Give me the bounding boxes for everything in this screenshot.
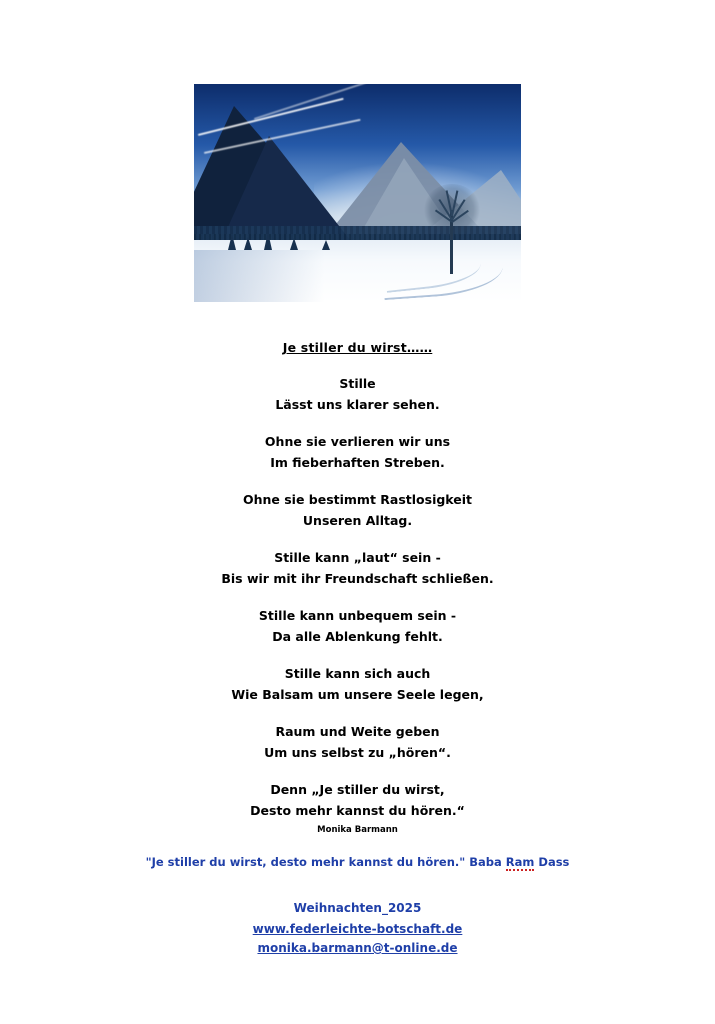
poem-author: Monika Barmann: [317, 825, 398, 835]
poem-line: Stille kann sich auch: [284, 666, 431, 681]
poem-line: Raum und Weite geben: [275, 724, 440, 739]
poem-line: Stille kann „laut“ sein -: [274, 550, 441, 565]
conifer-tree-icon: [228, 234, 236, 250]
poem-stanza: [0, 606, 715, 647]
poem-line: Unseren Alltag.: [302, 512, 413, 528]
poem-stanza: [0, 664, 715, 705]
poem-line: Stille: [339, 376, 376, 391]
quote-text-after: Dass: [534, 855, 570, 869]
poem-line: Wie Balsam um unsere Seele legen,: [231, 686, 484, 702]
winter-landscape-photo: [194, 84, 521, 302]
website-link[interactable]: www.federleichte-botschaft.de: [252, 922, 463, 936]
poem-line: Stille kann unbequem sein -: [258, 608, 457, 623]
poem-line: Desto mehr kannst du hören.“: [250, 802, 465, 818]
poem-stanza: [0, 548, 715, 589]
poem-line: Um uns selbst zu „hören“.: [264, 744, 451, 760]
conifer-tree-icon: [322, 240, 330, 250]
poem-line: Denn „Je stiller du wirst,: [270, 782, 445, 797]
poem-line: Lässt uns klarer sehen.: [275, 396, 440, 412]
snow-shadow: [194, 250, 324, 302]
poem-line: Im fieberhaften Streben.: [270, 454, 445, 470]
poem-stanza: [0, 722, 715, 763]
quote-flagged-word: Ram: [505, 855, 535, 869]
poem-stanza: [0, 780, 715, 821]
poem-stanza: [0, 432, 715, 473]
closing-quote: [0, 855, 715, 869]
footer-heading: Weihnachten_2025: [293, 901, 422, 915]
poem-line: Da alle Ablenkung fehlt.: [272, 628, 443, 644]
poem-title: Je stiller du wirst……: [282, 340, 433, 355]
conifer-tree-icon: [290, 238, 298, 250]
quote-text-before: "Je stiller du wirst, desto mehr kannst du hören." Baba: [145, 855, 506, 869]
bare-tree-icon: [419, 180, 485, 276]
poem-stanza: [0, 374, 715, 415]
poem-line: Bis wir mit ihr Freundschaft schließen.: [221, 570, 494, 586]
poem-stanza: [0, 490, 715, 531]
email-link[interactable]: monika.barmann@t-online.de: [257, 941, 458, 955]
photo-canvas: [194, 84, 521, 302]
conifer-tree-icon: [264, 232, 272, 250]
footer-block: [0, 899, 715, 958]
poem-line: Ohne sie verlieren wir uns: [264, 434, 451, 449]
poem-line: Ohne sie bestimmt Rastlosigkeit: [242, 492, 473, 507]
conifer-tree-icon: [244, 237, 252, 250]
poem-body: [0, 340, 715, 958]
